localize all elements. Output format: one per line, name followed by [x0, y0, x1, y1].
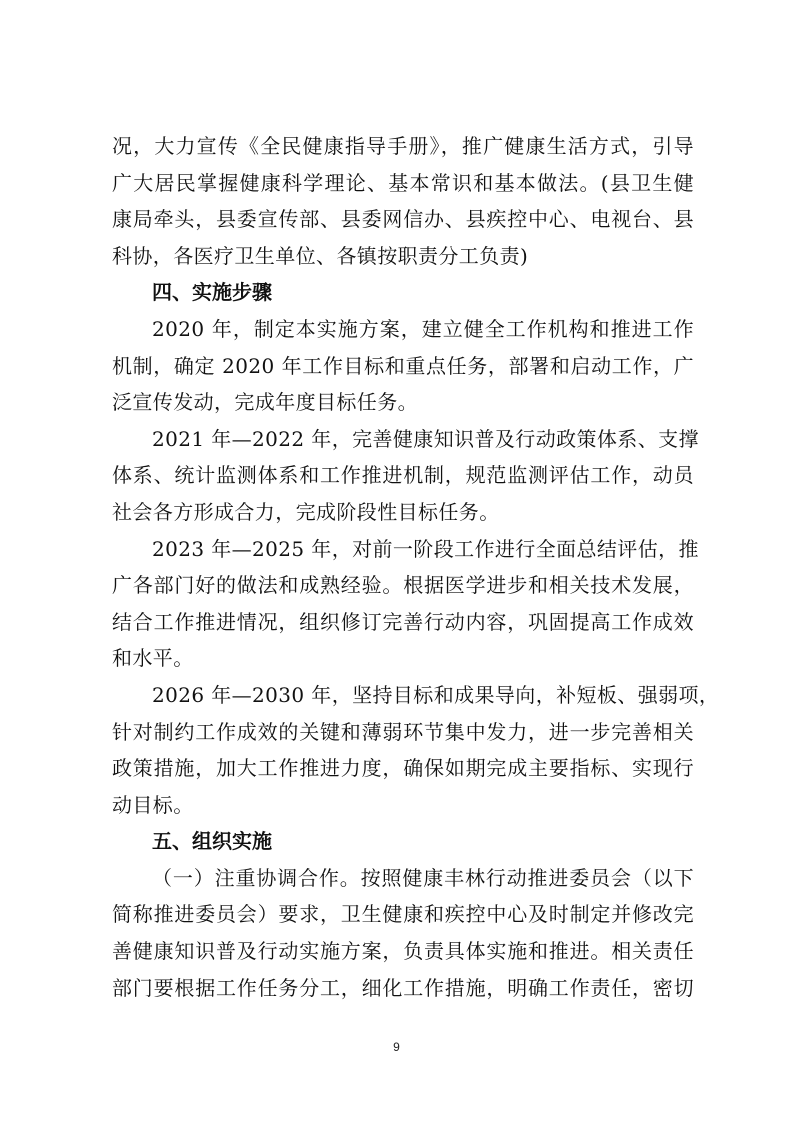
paragraph-continuation — [112, 128, 694, 274]
text-line: 机制，确定 2020 年工作目标和重点任务，部署和启动工作，广 — [112, 353, 694, 378]
page-number: 9 — [393, 1040, 400, 1054]
text-line: 和水平。 — [112, 646, 194, 671]
text-line: 社会各方形成合力，完成阶段性目标任务。 — [112, 499, 500, 524]
paragraph — [112, 677, 720, 823]
text-line: 政策措施，加大工作推进力度，确保如期完成主要指标、实现行 — [112, 756, 694, 781]
text-line: 泛宣传发动，完成年度目标任务。 — [112, 390, 418, 415]
text-line: 2023 年—2025 年，对前一阶段工作进行全面总结评估，推 — [152, 536, 699, 561]
section-heading: 五、组织实施 — [152, 829, 272, 854]
text-line: 善健康知识普及行动实施方案，负责具体实施和推进。相关责任 — [112, 939, 694, 964]
text-line: 2021 年—2022 年，完善健康知识普及行动政策体系、支撑 — [152, 426, 699, 451]
section-heading: 四、实施步骤 — [152, 280, 272, 305]
text-line: 简称推进委员会）要求，卫生健康和疾控中心及时制定并修改完 — [112, 902, 694, 927]
paragraph — [112, 860, 694, 1006]
text-line: 针对制约工作成效的关键和薄弱环节集中发力，进一步完善相关 — [112, 719, 694, 744]
text-line: 2020 年，制定本实施方案，建立健全工作机构和推进工作 — [152, 316, 694, 341]
paragraph — [112, 421, 699, 531]
text-line: 动目标。 — [112, 792, 194, 817]
text-line: （一）注重协调合作。按照健康丰林行动推进委员会（以下 — [152, 865, 694, 890]
paragraph — [112, 311, 694, 421]
paragraph — [112, 531, 699, 677]
text-line: 结合工作推进情况，组织修订完善行动内容，巩固提高工作成效 — [112, 609, 694, 634]
text-line: 2026 年—2030 年，坚持目标和成果导向，补短板、强弱项， — [152, 682, 720, 707]
text-line: 科协，各医疗卫生单位、各镇按职责分工负责) — [112, 243, 529, 268]
text-line: 体系、统计监测体系和工作推进机制，规范监测评估工作，动员 — [112, 463, 694, 488]
text-line: 康局牵头，县委宣传部、县委网信办、县疾控中心、电视台、县 — [112, 207, 694, 232]
text-line: 广大居民掌握健康科学理论、基本常识和基本做法。(县卫生健 — [112, 170, 694, 195]
text-line: 部门要根据工作任务分工，细化工作措施，明确工作责任，密切 — [112, 975, 694, 1000]
page-content — [112, 128, 720, 1006]
text-line: 况，大力宣传《全民健康指导手册》，推广健康生活方式，引导 — [112, 134, 694, 158]
text-line: 广各部门好的做法和成熟经验。根据医学进步和相关技术发展， — [112, 573, 694, 598]
